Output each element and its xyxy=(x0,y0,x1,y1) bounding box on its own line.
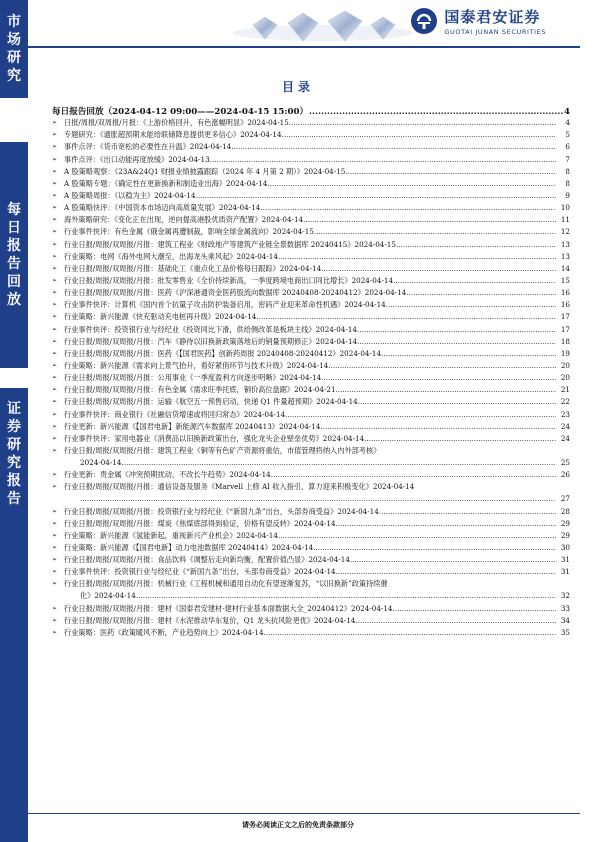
arrow-bullet-icon: ➢ xyxy=(52,155,58,163)
toc-entry-text: 行业日报/周报/双周报/月报：基础化工《重点化工品价格每日跟踪》2024-04-14 xyxy=(64,263,322,273)
sidebar-char: 报 xyxy=(7,473,21,489)
sidebar-char: 放 xyxy=(7,292,21,308)
toc-entry-text: 行业策略：新兴能源《【国君电新】动力电池数据库 20240414》2024-04-14 xyxy=(64,543,314,553)
toc-entry-page: 15 xyxy=(560,275,570,285)
toc-entry-page: 16 xyxy=(560,288,570,298)
toc-entry-text: 行业日报/周报/双周报/月报：公用事业《一季度盈利方向逐步明晰》2024-04-14 xyxy=(64,373,322,383)
toc-leader-dots xyxy=(393,603,556,615)
toc-entry[interactable] xyxy=(52,238,570,250)
toc-entry-page: 16 xyxy=(560,300,570,310)
toc-leader-dots xyxy=(357,324,556,336)
arrow-bullet-icon: ➢ xyxy=(52,616,58,624)
toc-leader-dots xyxy=(264,627,556,639)
toc-entry-text: 行业日报/周报/双周报/月报：建材《国泰君安建材-建材行业基本面数据大全_20240412》2024-04-14 xyxy=(64,603,393,613)
sidebar-char: 研 xyxy=(7,50,21,66)
table-of-contents xyxy=(52,103,570,639)
toc-entry-text: 行业日报/周报/双周报/月报：批发零售业《全价持续新高，一季度跨境电商出口同比增长》2024-04-14 xyxy=(64,275,394,285)
toc-entry[interactable] xyxy=(52,372,570,384)
toc-entry-page: 32 xyxy=(560,591,570,601)
toc-entry-text: A 股策略快评：《中国资本市场迈向高质量发展》2024-04-14 xyxy=(64,203,261,213)
toc-entry-page: 6 xyxy=(565,142,570,152)
toc-entry[interactable] xyxy=(52,360,570,372)
toc-entry[interactable] xyxy=(52,530,570,542)
toc-entry[interactable] xyxy=(52,408,570,420)
toc-entry-text: 海外策略研究：《变化正在出现，逆向提高港股优质资产配置》2024-04-14 xyxy=(64,215,304,225)
toc-leader-dots xyxy=(381,348,556,360)
arrow-bullet-icon: ➢ xyxy=(52,337,58,345)
toc-entry-text: 行业事件快评：商业银行《社融信贷增速或将回归常态》2024-04-14 xyxy=(64,409,286,419)
arrow-bullet-icon: ➢ xyxy=(52,216,58,224)
toc-entry-page: 20 xyxy=(560,360,570,370)
toc-entry-text: 行业事件快评：投资银行业与经纪业《“新国九条”出台，头部券商受益》2024-04-14 xyxy=(64,567,336,577)
toc-entry[interactable] xyxy=(52,518,570,530)
arrow-bullet-icon: ➢ xyxy=(52,507,58,515)
toc-entry-text: 行业日报/周报/双周报/月报：建筑工程业《财政地产等建筑产业链全景数据库 20240415》2024-04-15 xyxy=(64,239,396,249)
toc-entry-page: 25 xyxy=(560,457,570,467)
toc-entry-text: 日报/周报/双周报/月报：《上游价格回升，有色涨幅明显》2024-04-15 xyxy=(64,118,289,128)
toc-leader-dots xyxy=(336,384,556,396)
toc-leader-dots xyxy=(303,214,556,226)
toc-entry-text: 行业日报/周报/双周报/月报：投资银行业与经纪业《“新国九条”出台，头部券商受益》2024-04-14 xyxy=(64,506,379,516)
arrow-bullet-icon: ➢ xyxy=(52,228,58,236)
toc-entry-page: 30 xyxy=(560,543,570,553)
toc-entry-text: 行业策略：医药《政策暖风不断，产业趋势向上》2024-04-14 xyxy=(64,628,264,638)
toc-entry-page: 22 xyxy=(560,397,570,407)
toc-entry-text: 专题研究：《通胀超预期未能给联储降息提供更多信心》2024-04-14 xyxy=(64,130,282,140)
toc-entry-text: 行业事件快评：有色金属《俄金属再遭制裁，影响全球金属流向》2024-04-15 xyxy=(64,227,314,237)
toc-entry-text-cont: 化》2024-04-14 xyxy=(80,591,136,601)
toc-leader-dots xyxy=(386,299,556,311)
toc-entry[interactable] xyxy=(52,445,570,469)
toc-entry[interactable] xyxy=(52,287,570,299)
arrow-bullet-icon: ➢ xyxy=(52,325,58,333)
company-logo-icon xyxy=(410,7,438,35)
arrow-bullet-icon: ➢ xyxy=(52,313,58,321)
toc-leader-dots xyxy=(231,141,556,153)
toc-entry[interactable] xyxy=(52,129,570,141)
toc-entry[interactable] xyxy=(52,603,570,615)
toc-entry[interactable] xyxy=(52,348,570,360)
page-title: 目录 xyxy=(281,80,314,94)
arrow-bullet-icon: ➢ xyxy=(52,252,58,260)
arrow-bullet-icon: ➢ xyxy=(52,410,58,418)
logo-chinese-name: 国泰君安证券 xyxy=(444,8,541,26)
toc-entry-text: 行业日报/周报/双周报/月报：医药《沪深港通资金医药股流向数据库 20240408-20240412》2024-04-14 xyxy=(64,288,407,298)
toc-leader-dots xyxy=(309,107,563,117)
toc-entry[interactable] xyxy=(52,275,570,287)
arrow-bullet-icon: ➢ xyxy=(52,604,58,612)
toc-entry-page: 24 xyxy=(560,433,570,443)
toc-leader-dots xyxy=(271,469,556,481)
sidebar-char: 每 xyxy=(7,202,21,218)
disclaimer-footer: 请务必阅读正文之后的免责条款部分 xyxy=(242,820,354,829)
toc-leader-dots xyxy=(121,457,556,469)
sidebar-char: 回 xyxy=(7,274,21,290)
toc-leader-dots xyxy=(210,154,556,166)
toc-entry[interactable] xyxy=(52,202,570,214)
toc-entry-page: 4 xyxy=(565,118,570,128)
toc-entry-text: 行业事件快评：家用电器业《消费品以旧换新政策出台，强化龙头企业壁垒优势》2024-04-14 xyxy=(64,433,365,443)
toc-entry-page: 18 xyxy=(560,336,570,346)
toc-leader-dots xyxy=(321,263,556,275)
header-divider xyxy=(28,46,580,48)
arrow-bullet-icon: ➢ xyxy=(52,191,58,199)
toc-entry-text-cont: 2024-04-14 xyxy=(80,457,122,467)
toc-leader-dots xyxy=(358,396,556,408)
arrow-bullet-icon: ➢ xyxy=(52,131,58,139)
arrow-bullet-icon: ➢ xyxy=(52,568,58,576)
header-band xyxy=(28,0,596,46)
toc-entry[interactable] xyxy=(52,153,570,165)
toc-entry-page: 17 xyxy=(560,324,570,334)
toc-entry-text: 行业日报/周报/双周报/月报：有色金属《需求旺季托底，铜价高位盘踞》2024-04-21 xyxy=(64,385,336,395)
arrow-bullet-icon: ➢ xyxy=(52,544,58,552)
toc-entry[interactable] xyxy=(52,336,570,348)
toc-entry-text: 行业策略：新兴能源《快充驱动充电桩再升级》2024-04-14 xyxy=(64,312,257,322)
toc-entry-page: 27 xyxy=(560,494,570,504)
toc-entry-page: 13 xyxy=(560,239,570,249)
toc-entry-text: A 股策略观察：《23A&24Q1 财报业绩披露跟踪（2024 年 4 月第 2 期）》2024-04-15 xyxy=(64,166,346,176)
toc-entry-text: 行业日报/周报/双周报/月报：运输《航空五一预售启动，快递 Q1 件量超预期》2024-04-14 xyxy=(64,397,358,407)
sidebar-block-market-research xyxy=(0,0,28,98)
toc-leader-dots xyxy=(357,336,556,348)
toc-leader-dots xyxy=(260,202,556,214)
toc-leader-dots xyxy=(396,239,556,251)
toc-entry[interactable] xyxy=(52,214,570,226)
toc-entry-page: 9 xyxy=(565,190,570,200)
left-sidebar xyxy=(0,0,28,842)
toc-leader-dots xyxy=(196,190,556,202)
toc-main-text: 每日报告回放（2024-04-12 09:00——2024-04-15 15:00） xyxy=(52,107,309,117)
sidebar-gap xyxy=(0,98,28,142)
toc-entry-page: 31 xyxy=(560,555,570,565)
arrow-bullet-icon: ➢ xyxy=(52,580,58,588)
toc-entry-page: 8 xyxy=(565,166,570,176)
toc-leader-dots xyxy=(267,178,556,190)
toc-entry[interactable] xyxy=(52,141,570,153)
toc-entry-page: 35 xyxy=(560,628,570,638)
toc-entry[interactable] xyxy=(52,323,570,335)
arrow-bullet-icon: ➢ xyxy=(52,629,58,637)
toc-leader-dots xyxy=(282,129,556,141)
sidebar-char: 日 xyxy=(7,220,21,236)
logo-english-name: GUOTAI JUNAN SECURITIES xyxy=(444,28,546,36)
toc-entry-text: 行业日报/周报/双周报/月报：建筑工程业《铜等有色矿产资源将重估，市值管理将纳入内外部考核》 xyxy=(64,445,381,455)
toc-entry[interactable] xyxy=(52,263,570,275)
arrow-bullet-icon: ➢ xyxy=(52,301,58,309)
toc-entry[interactable] xyxy=(52,566,570,578)
company-logo xyxy=(410,6,546,36)
toc-entry[interactable] xyxy=(52,506,570,518)
toc-entry[interactable] xyxy=(52,554,570,566)
arrow-bullet-icon: ➢ xyxy=(52,143,58,151)
footer-divider xyxy=(28,813,580,814)
arrow-bullet-icon: ➢ xyxy=(52,167,58,175)
toc-entry[interactable] xyxy=(52,615,570,627)
toc-entry-text: 行业事件快评：投资银行业与经纪业《投资同比下滑，供给侧改革是板块主线》2024-04-14 xyxy=(64,324,358,334)
toc-entry-page: 20 xyxy=(560,373,570,383)
sidebar-char: 研 xyxy=(7,437,21,453)
sidebar-char: 场 xyxy=(7,32,21,48)
decorative-gems-image xyxy=(233,3,413,43)
toc-entry-text: 事件点评：《货币宽松的必要性在升温》2024-04-14 xyxy=(64,142,232,152)
toc-leader-dots xyxy=(136,590,556,602)
toc-entry-text: A 股策略专题：《确定性在更新换新和制造业出海》2024-04-14 xyxy=(64,178,268,188)
toc-leader-dots xyxy=(320,421,556,433)
toc-entry-text: 行业日报/周报/双周报/月报：建材《水泥推动华东复价，Q1 龙头抗风险更优》2024-04-14 xyxy=(64,615,356,625)
toc-entry-page: 7 xyxy=(565,154,570,164)
sidebar-gap xyxy=(0,368,28,388)
toc-leader-dots xyxy=(285,409,556,421)
arrow-bullet-icon: ➢ xyxy=(52,276,58,284)
toc-entry[interactable] xyxy=(52,542,570,554)
arrow-bullet-icon: ➢ xyxy=(52,204,58,212)
toc-entry-text: 行业日报/周报/双周报/月报：食品饮料《调整后走向新均衡，配置价值凸显》2024-04-14 xyxy=(64,555,350,565)
toc-entry-page: 29 xyxy=(560,530,570,540)
sidebar-char: 告 xyxy=(7,491,21,507)
toc-entry-page: 17 xyxy=(560,312,570,322)
toc-entry[interactable] xyxy=(52,226,570,238)
toc-entry[interactable] xyxy=(52,166,570,178)
toc-entry-text: 行业策略：新兴能源《氢能新起，重视新兴产业机会》2024-04-14 xyxy=(64,530,278,540)
toc-entry-text: 事件点评：《出口动能再度放缓》2024-04-13 xyxy=(64,154,210,164)
toc-entry-page: 31 xyxy=(560,567,570,577)
toc-entry[interactable] xyxy=(52,384,570,396)
toc-entry[interactable] xyxy=(52,311,570,323)
sidebar-block-securities-research xyxy=(0,388,28,842)
toc-entry-text: 行业日报/周报/双周报/月报：通信设备及服务《Marvell 上修 AI 收入指引，算力迎来积极变化》2024-04-14 xyxy=(64,482,415,492)
toc-leader-dots xyxy=(393,275,556,287)
toc-entry-text: 行业更新：新兴能源《【国君电新】新能源汽车数据库 20240413》2024-04-14 xyxy=(64,421,321,431)
toc-entry-page: 11 xyxy=(560,215,570,225)
toc-entry-page: 24 xyxy=(560,421,570,431)
arrow-bullet-icon: ➢ xyxy=(52,531,58,539)
toc-leader-dots xyxy=(350,554,556,566)
toc-entry-list xyxy=(52,117,570,639)
arrow-bullet-icon: ➢ xyxy=(52,398,58,406)
toc-entry-page: 33 xyxy=(560,603,570,613)
sidebar-char: 告 xyxy=(7,256,21,272)
toc-leader-dots xyxy=(256,311,556,323)
toc-entry[interactable] xyxy=(52,178,570,190)
arrow-bullet-icon: ➢ xyxy=(52,289,58,297)
arrow-bullet-icon: ➢ xyxy=(52,179,58,187)
toc-entry-text: 行业日报/周报/双周报/月报：医药《【国君医药】创新药周报 20240408-20240412》2024-04-14 xyxy=(64,348,382,358)
arrow-bullet-icon: ➢ xyxy=(52,349,58,357)
toc-leader-dots xyxy=(313,542,556,554)
arrow-bullet-icon: ➢ xyxy=(52,361,58,369)
sidebar-block-daily-replay xyxy=(0,142,28,368)
toc-entry-page: 23 xyxy=(560,409,570,419)
toc-entry-text: A 股策略周报：《以稳为主》2024-04-14 xyxy=(64,190,196,200)
toc-main-entry[interactable] xyxy=(52,103,570,117)
toc-leader-dots xyxy=(328,360,556,372)
toc-leader-dots xyxy=(80,493,556,505)
toc-entry[interactable] xyxy=(52,251,570,263)
arrow-bullet-icon: ➢ xyxy=(52,264,58,272)
toc-entry-text: 行业日报/周报/双周报/月报：煤炭《焦煤底部得到验证，价格有望反转》2024-04-14 xyxy=(64,518,336,528)
sidebar-char: 市 xyxy=(7,14,21,30)
toc-entry-text: 行业策略：电网《海外电网大潮至，出海龙头乘风起》2024-04-14 xyxy=(64,251,278,261)
arrow-bullet-icon: ➢ xyxy=(52,422,58,430)
toc-leader-dots xyxy=(355,615,556,627)
arrow-bullet-icon: ➢ xyxy=(52,483,58,491)
arrow-bullet-icon: ➢ xyxy=(52,471,58,479)
toc-entry-text: 行业更新：贵金属《冲突预期扰动，不改长牛趋势》2024-04-14 xyxy=(64,470,271,480)
toc-entry-page: 13 xyxy=(560,251,570,261)
toc-entry-page: 28 xyxy=(560,506,570,516)
toc-entry-text: 行业事件快评：计算机《国内首个抗量子攻击防护装备启用，密码产业迎来革命性机遇》2024-04-14 xyxy=(64,300,386,310)
toc-entry-page: 14 xyxy=(560,263,570,273)
toc-leader-dots xyxy=(278,530,556,542)
toc-entry-page: 12 xyxy=(560,227,570,237)
toc-entry[interactable] xyxy=(52,299,570,311)
sidebar-char: 究 xyxy=(7,455,21,471)
toc-entry-page: 19 xyxy=(560,348,570,358)
toc-leader-dots xyxy=(336,566,556,578)
arrow-bullet-icon: ➢ xyxy=(52,556,58,564)
toc-leader-dots xyxy=(336,518,556,530)
arrow-bullet-icon: ➢ xyxy=(52,519,58,527)
toc-entry-page: 8 xyxy=(565,178,570,188)
toc-entry-page: 21 xyxy=(560,385,570,395)
toc-leader-dots xyxy=(278,251,556,263)
toc-leader-dots xyxy=(364,433,556,445)
sidebar-char: 券 xyxy=(7,419,21,435)
toc-leader-dots xyxy=(379,506,556,518)
toc-entry[interactable] xyxy=(52,421,570,433)
toc-entry[interactable] xyxy=(52,469,570,481)
arrow-bullet-icon: ➢ xyxy=(52,240,58,248)
arrow-bullet-icon: ➢ xyxy=(52,386,58,394)
arrow-bullet-icon: ➢ xyxy=(52,119,58,127)
toc-entry[interactable] xyxy=(52,481,570,505)
arrow-bullet-icon: ➢ xyxy=(52,434,58,442)
arrow-bullet-icon: ➢ xyxy=(52,446,58,454)
sidebar-char: 报 xyxy=(7,238,21,254)
toc-entry-page: 26 xyxy=(560,470,570,480)
toc-entry[interactable] xyxy=(52,117,570,129)
sidebar-char: 究 xyxy=(7,68,21,84)
toc-entry[interactable] xyxy=(52,433,570,445)
toc-entry-text: 行业策略：新兴能源《需求向上景气抬升，看好紧俏环节与技术升级》2024-04-14 xyxy=(64,360,329,370)
toc-entry[interactable] xyxy=(52,190,570,202)
toc-entry-page: 29 xyxy=(560,518,570,528)
sidebar-char: 证 xyxy=(7,401,21,417)
toc-entry-text: 行业日报/周报/双周报/月报：汽车《静待以旧换新政策落地后的销量预期修正》2024-04-14 xyxy=(64,336,358,346)
arrow-bullet-icon: ➢ xyxy=(52,374,58,382)
toc-leader-dots xyxy=(321,372,556,384)
toc-entry-page: 5 xyxy=(565,130,570,140)
toc-entry[interactable] xyxy=(52,578,570,602)
toc-leader-dots xyxy=(314,226,556,238)
toc-entry-text: 行业日报/周报/双周报/月报：机械行业《工程机械和通用自动化有望逐渐复苏，“以旧换新”政策持续催 xyxy=(64,579,388,589)
toc-leader-dots xyxy=(289,117,556,129)
toc-leader-dots xyxy=(345,166,556,178)
toc-main-page: 4 xyxy=(564,107,570,117)
toc-leader-dots xyxy=(406,287,556,299)
toc-entry-page: 10 xyxy=(560,203,570,213)
toc-entry-page: 34 xyxy=(560,615,570,625)
toc-entry[interactable] xyxy=(52,396,570,408)
toc-entry[interactable] xyxy=(52,627,570,639)
